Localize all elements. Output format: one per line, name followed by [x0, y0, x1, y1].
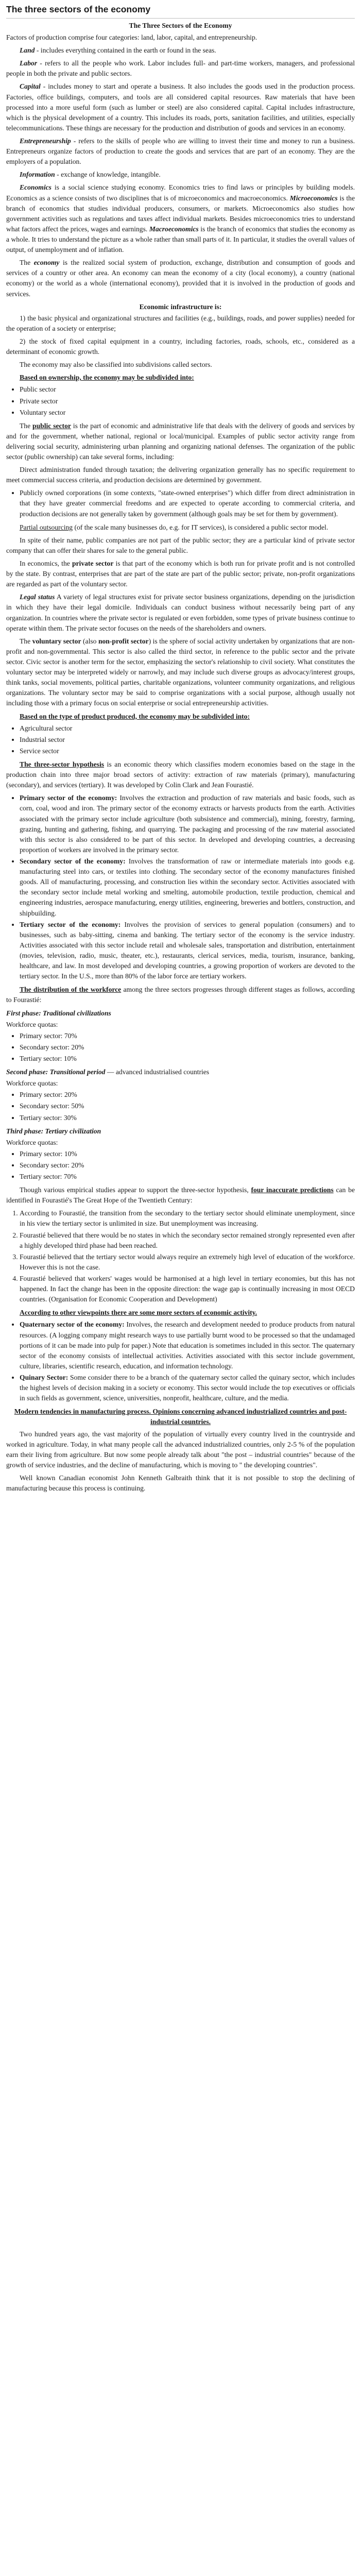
infrastructure-heading	[6, 302, 355, 312]
legal-status-term: Legal status	[20, 593, 55, 601]
microeconomics-text: is the branch of economics that studies individual producers, consumers, or markets. Microeconomics also studies how government activities such as regulations and taxes affect individual markets. Besides microeconomics tries to understand what factors affect the prices, wages and earnings.	[6, 194, 355, 233]
public-sector-paragraph	[6, 421, 355, 462]
public-form-direct: Direct administration funded through taxation; the delivering organization generally has no specific requirement to meet commercial success criteria, and production decisions are determined by government.	[6, 466, 355, 484]
quota-list	[6, 1090, 355, 1123]
list-item: • Primary sector: 20%	[20, 1090, 355, 1100]
list-item: • Tertiary sector: 30%	[20, 1113, 355, 1123]
economy-text: is the realized social system of production, exchange, distribution and consumption of goods and services of a country or other area. An economy can mean the economy of a city (local economy), a country (national economy) or the world as a whole (international economy), provided that it is involved in the production of goods and services.	[6, 259, 355, 298]
private-sector-pre: In economics, the	[20, 560, 72, 568]
legal-status-paragraph	[6, 592, 355, 633]
inaccurate-pre: Though various empirical studies appear to support the three-sector hypothesis,	[20, 1186, 251, 1194]
public-sector-text: is the part of economic and administrative life that deals with the delivery of goods and services by and for the government, whether national, regional or local/municipal. Examples of public sector activity range from delivering social security, administering urban planning and organizing national defenses. The organization of the public sector (public ownership) can take several forms, including:	[6, 421, 355, 461]
factor-term: Information	[20, 171, 55, 179]
factor-capital	[6, 81, 355, 133]
phase-title	[6, 1126, 355, 1137]
phase-title	[6, 1008, 355, 1019]
non-profit-sector-term: non-profit sector	[98, 637, 149, 645]
inaccurate-predictions-list	[6, 1208, 355, 1304]
list-item: • Primary sector: 10%	[20, 1149, 355, 1159]
modern-tendencies-heading: Modern tendencies in manufacturing process. Opinions concerning advanced industrialized countries and post-industrial countries.	[14, 1408, 347, 1426]
list-item: • Service sector	[20, 746, 355, 756]
phase-first	[6, 1008, 355, 1064]
phase-name: First phase: Traditional civilizations	[6, 1009, 111, 1017]
list-item: • Agricultural sector	[20, 723, 355, 734]
sector-term: Secondary sector of the economy:	[20, 857, 126, 865]
quota-list	[6, 1031, 355, 1064]
economy-term: economy	[33, 259, 60, 267]
distribution-term: The distribution of the workforce	[20, 986, 122, 994]
phase-suffix: — advanced industrialised countries	[105, 1068, 210, 1076]
list-item: 2. Fourastié believed that there would be no states in which the secondary sector remained strongly represented even after a highly developed third phase had been reached.	[20, 1230, 355, 1251]
intro-paragraph: Factors of production comprise four categories: land, labor, capital, and entrepreneurship.	[6, 33, 257, 41]
public-sector-link[interactable]: public sector	[32, 421, 71, 430]
outsourcing-paragraph	[6, 522, 355, 533]
macroeconomics-text: is the branch of economics that studies the economy as a whole. It tries to understand the picture as a whole rather than small parts of it. In particular, it studies the overall values of output, of unemployment and of inflation.	[6, 225, 355, 254]
factor-term: Entrepreneurship	[20, 137, 71, 145]
inaccurate-term: four inaccurate predictions	[251, 1186, 334, 1194]
galbraith-paragraph: Well known Canadian economist John Kenneth Galbraith think that it is not possible to stop the declining of manufacturing because this process is continuing.	[6, 1474, 355, 1493]
phase-name: Second phase: Transitional period	[6, 1068, 106, 1076]
microeconomics-term: Microeconomics	[289, 194, 338, 202]
voluntary-sector-text: ) is the sphere of social activity undertaken by organizations that are non-profit and non-governmental. This sector is also called the third sector, in reference to the public sector and the private sector. Civic sector is another term for the sector, emphasizing the sector's relationship to civil society. What constitutes the voluntary sector may be interpreted widely or narrowly, and may include such diverse groups as advocacy/interest groups, think tanks, social movements, political parties, charitable organizations, volunteer community organizations, and religious organizations. The voluntary sector may be said to comprise organizations with a social purpose, although usually not including those with a primary focus on social enterprise or social entrepreneurship activities.	[6, 637, 355, 707]
economy-pre: The	[20, 259, 34, 267]
outsourcing-text: (of the scale many businesses do, e.g. for IT services), is considered a public sector model.	[73, 523, 329, 531]
voluntary-mid: (also	[81, 637, 98, 645]
legal-status-text: A variety of legal structures exist for private sector business organizations, depending on the jurisdiction in which they have their legal domicile. Individuals can conduct business without necessarily being part of any organization. In countries where the private sector is regulated or even forbidden, some types of private business continue to operate within them. The private sector focuses on the needs of the shareholders and owners.	[6, 593, 355, 632]
list-item: • Secondary sector: 50%	[20, 1101, 355, 1111]
distribution-text: among the three sectors progresses through different stages as follows, according to Fourastié:	[6, 986, 355, 1004]
list-item: • Public sector	[20, 384, 355, 395]
public-forms-list	[6, 488, 355, 519]
list-item: • Publicly owned corporations (in some contexts, "state-owned enterprises") which differ from direct administration in that they have greater commercial freedoms and are expected to operate according to commercial criteria, and production decisions are not generally taken by government (although goals may be set for them by government).	[20, 488, 355, 519]
workforce-quotas-label: Workforce quotas:	[6, 1079, 58, 1088]
phase-name: Third phase: Tertiary civilization	[6, 1127, 101, 1135]
factors-list	[6, 45, 355, 180]
macroeconomics-term: Macroeconomics	[149, 225, 199, 233]
factor-information	[6, 170, 355, 180]
list-item: • Secondary sector: 20%	[20, 1160, 355, 1171]
sector-term: Tertiary sector of the economy:	[20, 920, 121, 928]
other-sectors-list	[6, 1319, 355, 1403]
page-title: The three sectors of the economy	[6, 3, 355, 19]
list-item: • Private sector	[20, 396, 355, 406]
inaccurate-text: can be identified in Fourastié's The Great Hope of the Twentieth Century:	[6, 1186, 355, 1205]
quota-list	[6, 1149, 355, 1182]
sector-text: Some consider there to be a branch of the quaternary sector called the quinary sector, which includes the highest levels of decision making in a society or economy. This sector would include the top executives or officials in such fields as government, science, universities, nonprofit, healthcare, culture, and the media.	[20, 1374, 355, 1402]
factor-entrepreneurship	[6, 136, 355, 167]
factor-land	[6, 45, 355, 56]
infrastructure-heading-text: Economic infrastructure is:	[139, 302, 222, 311]
economics-text: is a social science studying economy. Economics tries to find laws or principles by building models. Economics as a science consists of two disciplines that is of microeconomics and macroeconomics.	[6, 183, 355, 202]
ownership-list	[6, 384, 355, 417]
public-companies-paragraph: In spite of their name, public companies are not part of the public sector; they are a particular kind of private sector company that can offer their shares for sale to the general public.	[6, 536, 355, 554]
factor-text: - includes everything contained in the earth or found in the seas.	[35, 46, 216, 55]
voluntary-sector-paragraph	[6, 636, 355, 709]
list-item: 4. Fourastié believed that workers' wages would be harmonised at a high level in tertiary economies, but this has not happened. In fact the change has been in the opposite direction: the wage gap is continually increasing in most OECD countries. (Organisation for Economic Cooperation and Development)	[20, 1274, 355, 1304]
economics-term: Economics	[20, 183, 51, 192]
list-item: • Tertiary sector: 70%	[20, 1172, 355, 1182]
sector-definition-secondary	[20, 856, 355, 919]
factor-term: Capital	[20, 82, 41, 91]
section-title: The Three Sectors of the Economy	[129, 21, 232, 29]
product-list	[6, 723, 355, 756]
ownership-heading: Based on ownership, the economy may be subdivided into:	[20, 374, 194, 382]
sector-term: Primary sector of the economy:	[20, 794, 117, 802]
sector-definition-tertiary	[20, 920, 355, 982]
outsourcing-link[interactable]: Partial outsourcing	[20, 523, 73, 531]
factor-text: - refers to all the people who work. Labor includes full- and part-time workers, managers, and professional people in both the private and public sectors.	[6, 59, 355, 78]
voluntary-sector-term: voluntary sector	[32, 637, 81, 645]
factor-term: Land	[20, 46, 35, 55]
workforce-quotas-label: Workforce quotas:	[6, 1138, 58, 1146]
sectors-subdivision-line: The economy may also be classified into subdivisions called sectors.	[20, 361, 212, 369]
sector-term: Quaternary sector of the economy:	[20, 1320, 125, 1329]
phase-title	[6, 1067, 355, 1077]
list-item: 3. Fourastié believed that the tertiary sector would always require an extremely high level of education of the workforce. However this is not the case.	[20, 1252, 355, 1273]
sector-definition-primary	[20, 793, 355, 855]
factor-labor	[6, 58, 355, 79]
private-sector-term: private sector	[72, 560, 114, 568]
inaccurate-predictions-paragraph	[6, 1185, 355, 1206]
sector-text: Involves, the research and development needed to produce products from natural resources. (A logging company might research ways to use partially burnt wood to be processed so that the undamaged portions of it can be made into pulp for paper.) Note that education is sometimes included in this sector. The quaternary sector of the economy consists of intellectual activities. Activities associated with this sector include government, culture, libraries, scientific research, education, and information technology.	[20, 1320, 355, 1370]
product-heading: Based on the type of product produced, the economy may be subdivided into:	[20, 712, 250, 720]
factor-term: Labor	[20, 59, 37, 67]
three-sector-paragraph	[6, 759, 355, 790]
list-item: • Secondary sector: 20%	[20, 1042, 355, 1053]
private-sector-paragraph	[6, 558, 355, 589]
list-item: • Voluntary sector	[20, 408, 355, 418]
modern-tendencies-paragraph: Two hundred years ago, the vast majority of the population of virtually every country lived in the countryside and worked in agriculture. Today, in what many people call the advanced industrialized countries, only 2-5 % of the population earn their living from agriculture. But now some people already talk about "the post – industrial countries" because of the growth of service industries, and the decline of manufacturing, which is moving to " the developing countries".	[6, 1430, 355, 1469]
workforce-quotas-label: Workforce quotas:	[6, 1020, 58, 1028]
sector-definition-quaternary	[20, 1319, 355, 1371]
sector-text: Involves the provision of services to general population (consumers) and to businesses, such as baby-sitting, cinema and banking. The tertiary sector of the economy is the service industry. Activities associated with this sector include retail and wholesale sales, transportation and distribution, entertainment (movies, television, radio, music, theater, etc.), restaurants, clerical services, media, tourism, insurance, banking, healthcare, and law. In most developed and developing countries, a growing proportion of workers are devoted to the tertiary sector. In the U.S., more than 80% of the labor force are tertiary workers.	[20, 920, 355, 980]
sector-definition-quinary	[20, 1372, 355, 1403]
other-viewpoints-heading: According to other viewpoints there are some more sectors of economic activity.	[20, 1309, 257, 1317]
infrastructure-item: 1) the basic physical and organizational structures and facilities (e.g., buildings, roads, and power supplies) needed for the operation of a society or enterprise;	[6, 314, 355, 332]
distribution-paragraph	[6, 985, 355, 1005]
economy-paragraph	[6, 258, 355, 299]
list-item: • Primary sector: 70%	[20, 1031, 355, 1041]
sector-text: Involves the transformation of raw or intermediate materials into goods e.g. manufacturing steel into cars, or textiles into clothing. The secondary sector of the economy manufactures finished goods. All of manufacturing, processing, and construction lies within the secondary sector. Activities associated with the secondary sector include metal working and smelting, automobile production, textile production, chemical and engineering industries, aerospace manufacturing, energy utilities, engineering, breweries and bottlers, construction, and shipbuilding.	[20, 857, 355, 917]
economics-paragraph	[6, 182, 355, 255]
private-sector-text: is that part of the economy which is both run for private profit and is not controlled by the state. By contrast, enterprises that are part of the state are part of the public sector; private, non-profit organizations are regarded as part of the voluntary sector.	[6, 560, 355, 588]
sector-text: Involves the extraction and production of raw materials and basic foods, such as corn, coal, wood and iron. The primary sector of the economy extracts or harvests products from the earth. Activities associated with the primary sector include agriculture (both subsistence and commercial), mining, forestry, farming, grazing, hunting and gathering, fishing, and quarrying. The packaging and processing of the raw material associated with this sector is also considered to be part of this sector. In developed and developing countries, a decreasing proportion of workers are involved in the primary sector.	[20, 794, 355, 854]
factor-text: - exchange of knowledge, intangible.	[55, 171, 161, 179]
factor-text: - refers to the skills of people who are willing to invest their time and money to run a business. Entrepreneurs organize factors of production to create the goods and services that are part of an economy. They are the employers of a population.	[6, 137, 355, 166]
list-item: • Tertiary sector: 10%	[20, 1054, 355, 1064]
three-sector-text: is an economic theory which classifies modern economies based on the stage in the production chain into three major broad sectors of activity: extraction of raw materials (primary), manufacturing (secondary), and services (tertiary). It was developed by Colin Clark and Jean Fourastié.	[6, 760, 355, 789]
voluntary-pre: The	[20, 637, 32, 645]
three-sector-term: The three-sector hypothesis	[20, 760, 105, 768]
sector-term: Quinary Sector:	[20, 1374, 68, 1382]
list-item: 1. According to Fourastié, the transition from the secondary to the tertiary sector should eliminate unemployment, since in his view the tertiary sector is unlimited in size. But unemployment was increasing.	[20, 1208, 355, 1229]
factor-text: - includes money to start and operate a business. It also includes the goods used in the production process. Factories, office buildings, computers, and tools are all considered capital resources. Raw materials that have been processed into a more useful form (such as lumber or steel) are also considered capital. Capital includes infrastructure, which is the physical development of a country. This includes its roads, ports, sanitation facilities, and utilities, especially telecommunications. These things are necessary for the production and distribution of goods and services in an economy.	[6, 82, 355, 132]
sector-definitions-list	[6, 793, 355, 981]
phase-third	[6, 1126, 355, 1182]
phase-second	[6, 1067, 355, 1123]
infrastructure-item: 2) the stock of fixed capital equipment in a country, including factories, roads, schools, etc., considered as a determinant of economic growth.	[6, 337, 355, 356]
public-sector-pre: The	[20, 421, 33, 430]
list-item: • Industrial sector	[20, 735, 355, 745]
